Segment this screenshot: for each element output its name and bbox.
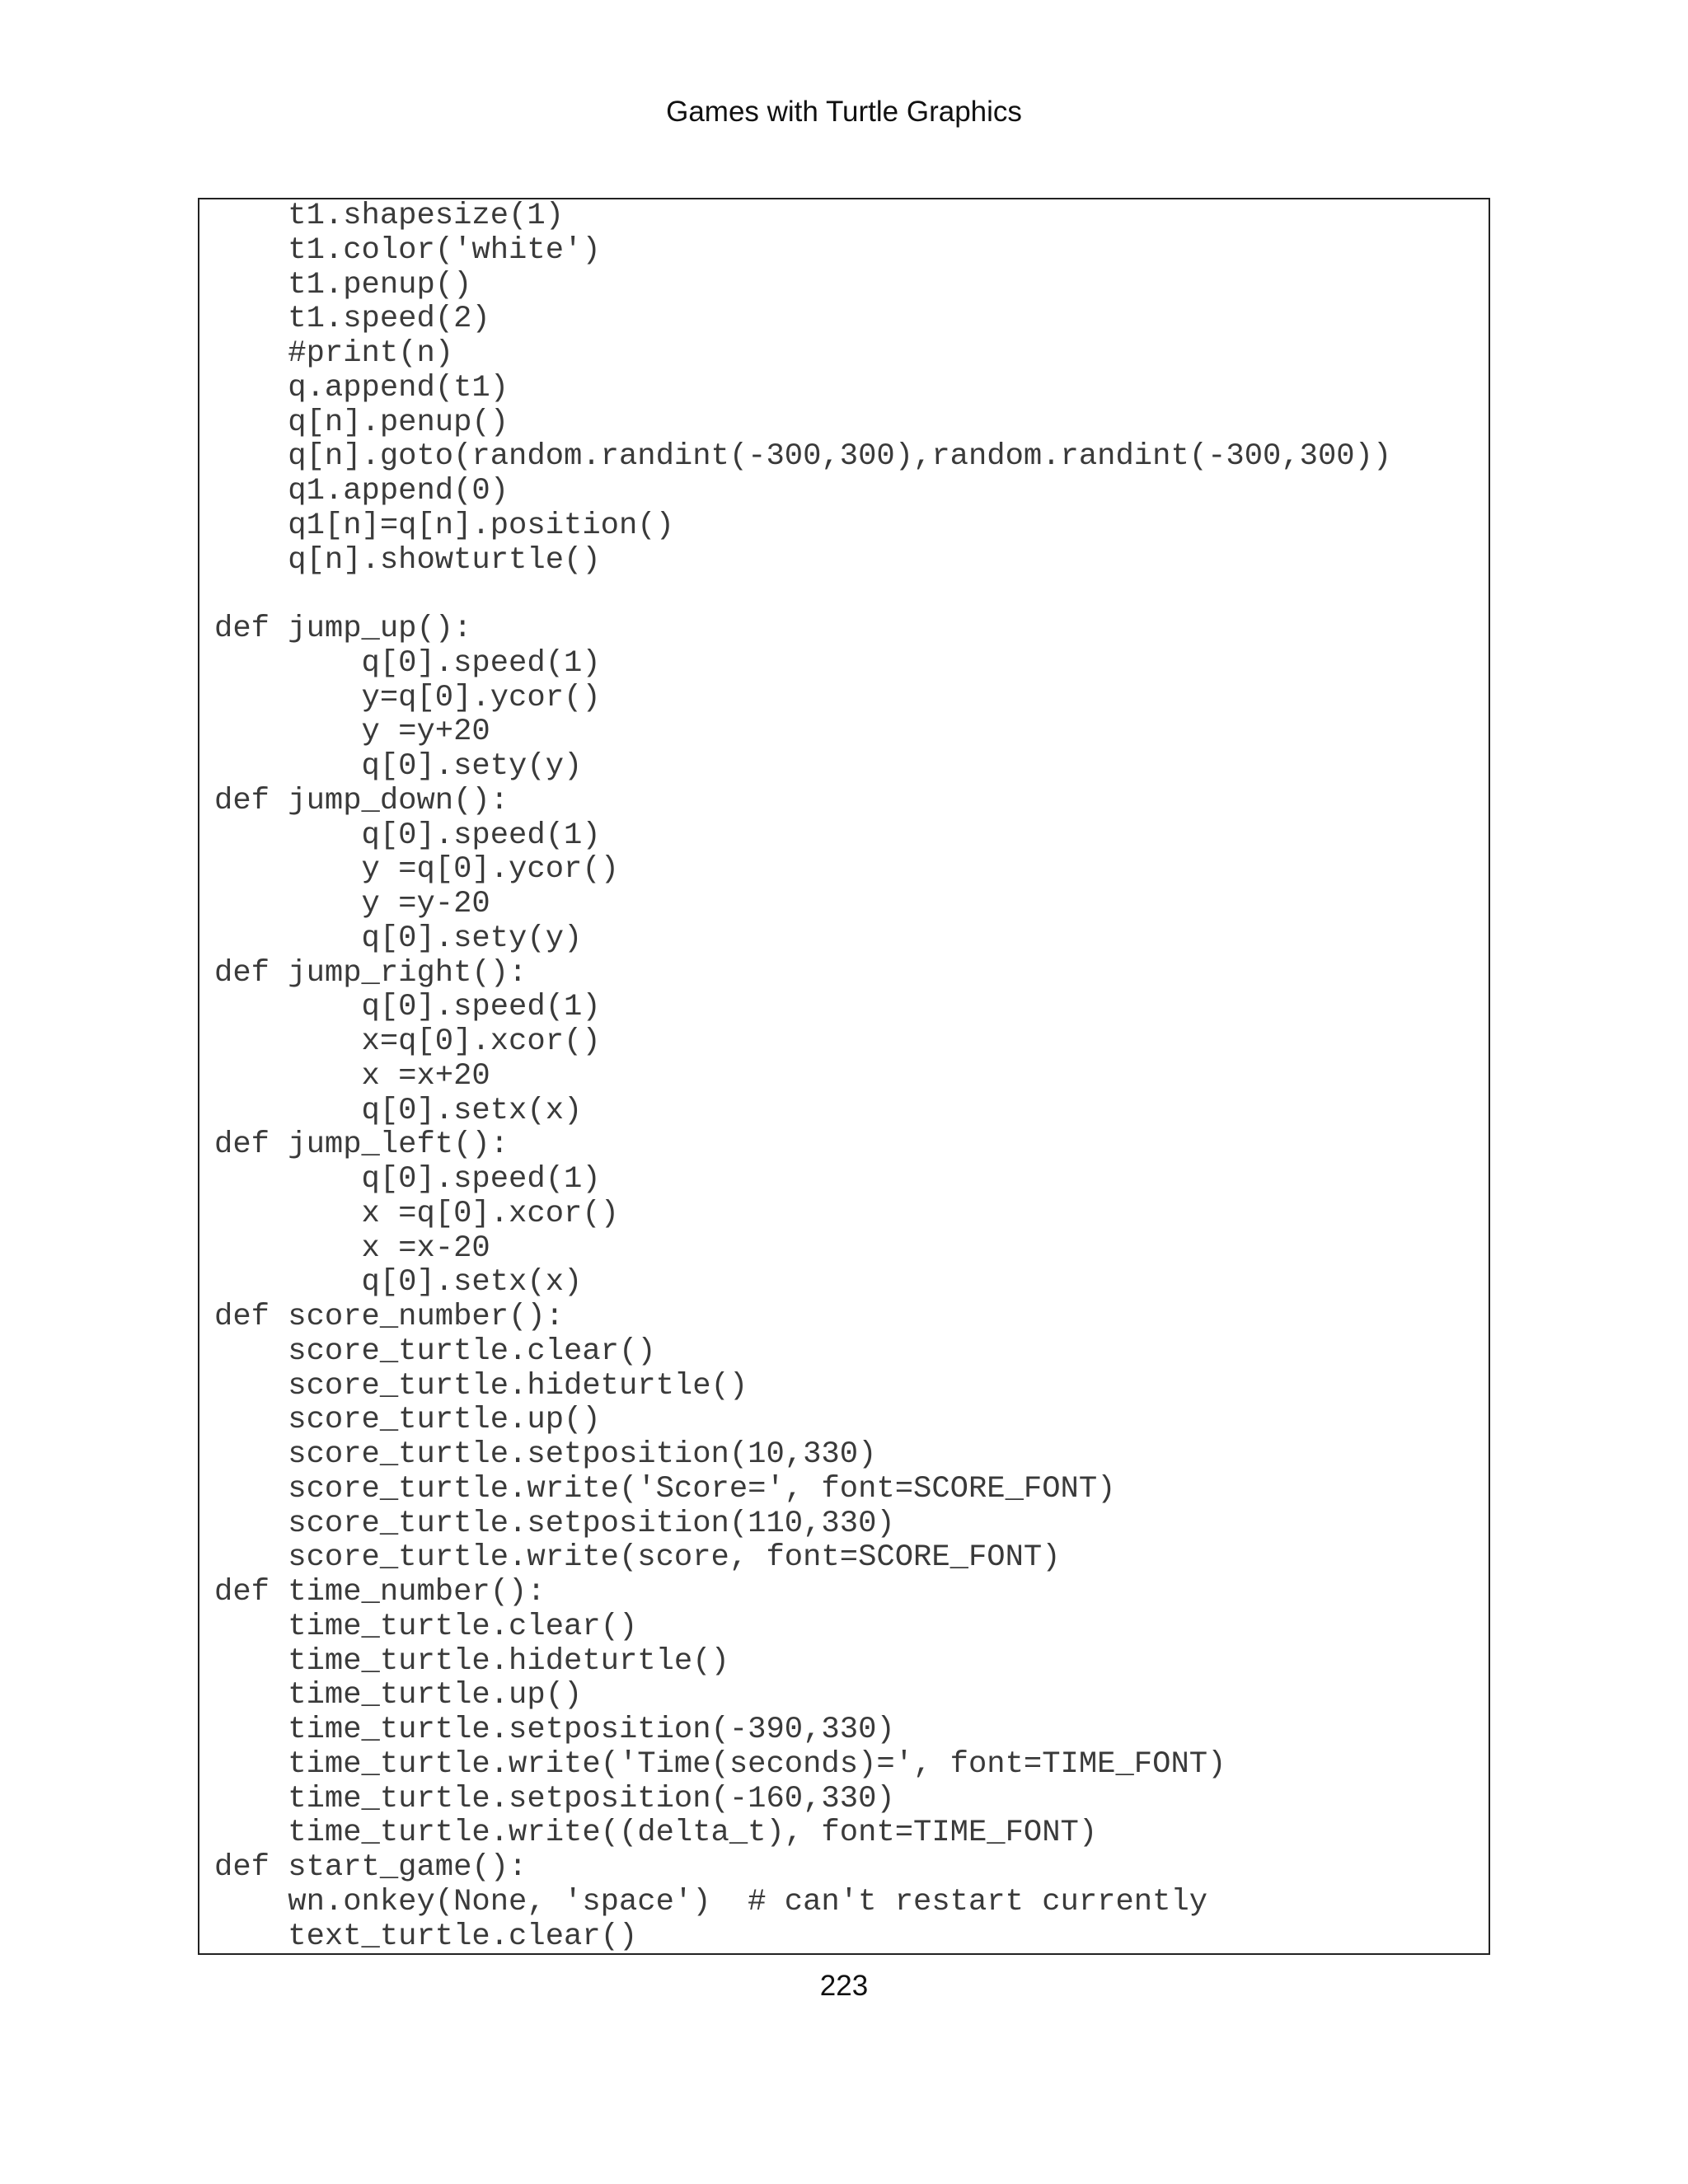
code-line: q[n].penup() — [214, 405, 509, 440]
code-line: def jump_right(): — [214, 955, 528, 991]
code-line: q[0].speed(1) — [214, 645, 601, 681]
code-line: #print(n) — [214, 336, 454, 371]
code-line: time_turtle.clear() — [214, 1609, 638, 1644]
code-line: time_turtle.write('Time(seconds)=', font=TIME_FONT) — [214, 1746, 1226, 1782]
page-number: 223 — [819, 1970, 869, 2002]
code-line: time_turtle.up() — [214, 1678, 583, 1713]
code-line: def start_game(): — [214, 1850, 528, 1885]
code-line: q[0].speed(1) — [214, 990, 601, 1025]
code-line: score_turtle.setposition(110,330) — [214, 1506, 895, 1541]
code-listing — [214, 199, 1391, 1954]
code-line: q[0].speed(1) — [214, 1162, 601, 1197]
code-line: y =q[0].ycor() — [214, 852, 619, 888]
code-line: q[0].sety(y) — [214, 749, 583, 784]
code-line: q1.append(0) — [214, 474, 509, 509]
code-line: def jump_up(): — [214, 612, 472, 646]
code-line: q[n].showturtle() — [214, 542, 601, 578]
code-line: time_turtle.hideturtle() — [214, 1643, 729, 1679]
code-line: score_turtle.clear() — [214, 1333, 656, 1369]
code-line: q[0].setx(x) — [214, 1093, 583, 1128]
code-line: x=q[0].xcor() — [214, 1024, 601, 1059]
code-line: t1.speed(2) — [214, 302, 490, 337]
code-listing-box — [198, 198, 1490, 1955]
code-line: x =x+20 — [214, 1058, 490, 1094]
code-line: text_turtle.clear() — [214, 1919, 638, 1954]
code-line: q.append(t1) — [214, 370, 509, 405]
code-line: q[0].sety(y) — [214, 921, 583, 956]
code-line: score_turtle.write(score, font=SCORE_FONT) — [214, 1540, 1061, 1576]
running-header: Games with Turtle Graphics — [666, 96, 1022, 128]
code-line: time_turtle.setposition(-160,330) — [214, 1781, 895, 1816]
code-line: def time_number(): — [214, 1575, 546, 1610]
code-line: score_turtle.write('Score=', font=SCORE_FONT) — [214, 1471, 1116, 1507]
code-line: y =y-20 — [214, 887, 490, 921]
code-line: t1.penup() — [214, 267, 472, 302]
code-line: def score_number(): — [214, 1300, 565, 1334]
code-line: y =y+20 — [214, 715, 490, 750]
code-line: score_turtle.setposition(10,330) — [214, 1437, 877, 1472]
code-line: time_turtle.write((delta_t), font=TIME_FONT) — [214, 1816, 1098, 1851]
code-line: t1.shapesize(1) — [214, 199, 565, 233]
code-line: q[0].setx(x) — [214, 1265, 583, 1301]
code-line: x =q[0].xcor() — [214, 1196, 619, 1231]
code-line: q1[n]=q[n].position() — [214, 508, 674, 543]
code-line: wn.onkey(None, 'space') # can't restart currently — [214, 1884, 1208, 1919]
code-line: q[n].goto(random.randint(-300,300),random.randint(-300,300)) — [214, 439, 1392, 475]
code-line: time_turtle.setposition(-390,330) — [214, 1713, 895, 1747]
code-line: q[0].speed(1) — [214, 818, 601, 853]
code-line: score_turtle.hideturtle() — [214, 1368, 748, 1404]
code-line: x =x-20 — [214, 1230, 490, 1266]
code-line: t1.color('white') — [214, 232, 601, 268]
code-line: score_turtle.up() — [214, 1403, 601, 1438]
code-line: def jump_down(): — [214, 783, 509, 818]
code-line: y=q[0].ycor() — [214, 680, 601, 715]
code-line: def jump_left(): — [214, 1127, 509, 1163]
